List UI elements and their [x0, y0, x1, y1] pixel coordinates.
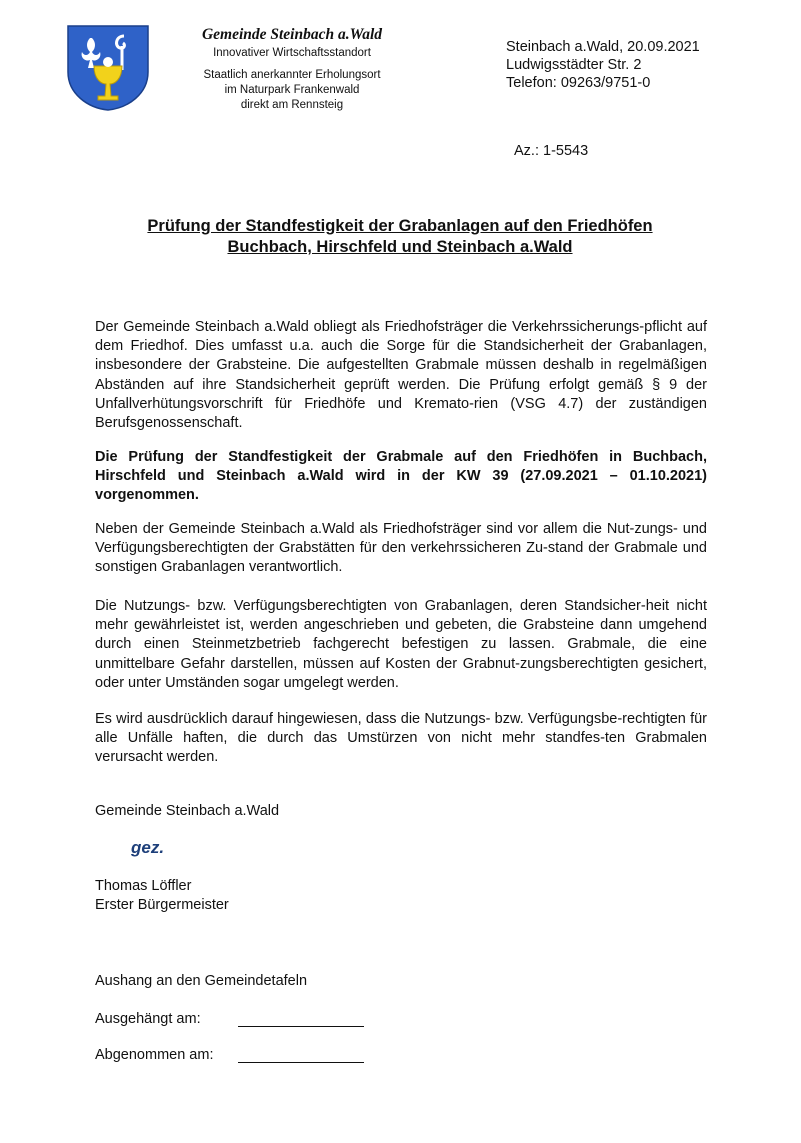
signatory-name: Thomas Löffler — [95, 878, 192, 894]
posting-heading: Aushang an den Gemeindetafeln — [95, 973, 308, 989]
signature-gez: gez. — [131, 838, 165, 857]
place-date: Steinbach a.Wald, 20.09.2021 — [506, 39, 700, 55]
tagline: Innovativer Wirtschaftsstandort — [213, 47, 371, 59]
paragraph: Es wird ausdrücklich darauf hingewiesen, dass die Nutzungs- bzw. Verfügungsbe-rechtigten für alle Unfälle haften, die durch das Umstürzen von nicht mehr standfes-ten Grabmalen verursacht werden. — [95, 711, 707, 766]
phone-number: Telefon: 09263/9751-0 — [506, 75, 651, 91]
letterhead-line: im Naturpark Frankenwald — [224, 84, 360, 96]
title-line: Prüfung der Standfestigkeit der Grabanlagen auf den Friedhöfen — [147, 217, 653, 235]
document-title — [95, 216, 705, 258]
organization-name: Gemeinde Steinbach a.Wald — [201, 26, 383, 43]
removed-label: Abgenommen am: — [95, 1047, 214, 1063]
highlight-paragraph: Die Prüfung der Standfestigkeit der Grabmale auf den Friedhöfen in Buchbach, Hirschfeld und Steinbach a.Wald wird in der KW 39 (27.09.2021 – 01.10.2021) vorgenommen. — [95, 449, 707, 504]
title-line: Buchbach, Hirschfeld und Steinbach a.Wald — [227, 238, 573, 256]
signatory-role: Erster Bürgermeister — [95, 897, 229, 913]
reference-number: Az.: 1-5543 — [514, 143, 589, 159]
paragraph: Die Nutzungs- bzw. Verfügungsberechtigten von Grabanlagen, deren Standsicher-heit nicht mehr gewährleistet ist, werden angeschrieben und gebeten, die Grabsteine dann umgehend durch einen Steinmetzbetrieb fachgerecht befestigen zu lassen. Grabmale, die eine unmittelbare Gefahr darstellen, müssen auf Kosten der Grabnut-zungsberechtigten gesichert, oder unter Umständen sogar umgelegt werden. — [95, 598, 707, 691]
removed-date-blank — [238, 1061, 364, 1063]
posted-label: Ausgehängt am: — [95, 1011, 201, 1027]
letterhead-line: direkt am Rennsteig — [240, 99, 344, 111]
street-address: Ludwigsstädter Str. 2 — [506, 57, 642, 73]
paragraph: Der Gemeinde Steinbach a.Wald obliegt als Friedhofsträger die Verkehrssicherungs-pflicht auf dem Friedhof. Dies umfasst u.a. auch die Sorge für die Standsicherheit der Grabanlagen, insbesondere der Grabsteine. Die aufgestellten Grabmale müssen deshalb in regelmäßigen Abständen auf ihre Standsicherheit geprüft werden. Die Prüfung erfolgt gemäß § 9 der Unfallverhütungsvorschrift für Friedhöfe und Kremato-rien (VSG 4.7) der zuständigen Berufsgenossenschaft. — [95, 319, 707, 432]
letterhead-line: Staatlich anerkannter Erholungsort — [203, 69, 381, 81]
posted-date-blank — [238, 1025, 364, 1027]
coat-of-arms-icon — [66, 24, 150, 112]
signature-organization: Gemeinde Steinbach a.Wald — [95, 803, 280, 819]
paragraph: Neben der Gemeinde Steinbach a.Wald als Friedhofsträger sind vor allem die Nut-zungs- und Verfügungsberechtigten der Grabstätten für den verkehrssicheren Zu-stand der Grabmale und sonstigen Grabanlagen verantwortlich. — [95, 521, 707, 576]
